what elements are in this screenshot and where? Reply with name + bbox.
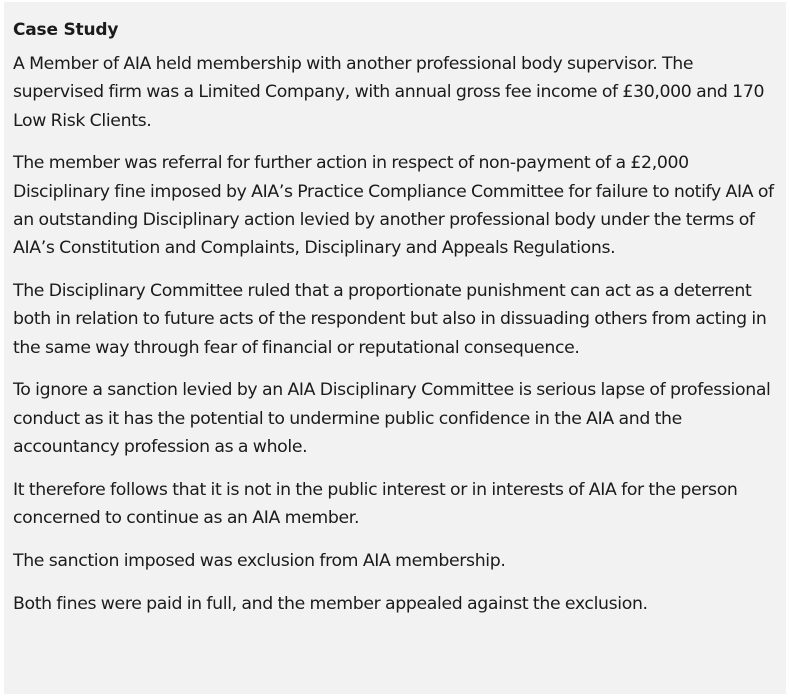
case-paragraph-sanction-imposed: The sanction imposed was exclusion from AIA membership. (13, 550, 506, 571)
case-paragraph-sanction-ignored: To ignore a sanction levied by an AIA Disciplinary Committee is serious lapse of professional conduct as it has the potential to undermine public confidence in the AIA and the accountancy profession as a whole. (13, 380, 771, 458)
case-study-box (4, 2, 786, 694)
case-study-title: Case Study (13, 20, 119, 40)
case-paragraph-public-interest: It therefore follows that it is not in the public interest or in interests of AIA for the person concerned to continue as an AIA member. (13, 479, 738, 529)
case-paragraph-appeal: Both fines were paid in full, and the member appealed against the exclusion. (13, 593, 648, 614)
case-paragraph-membership: A Member of AIA held membership with another professional body supervisor. The supervised firm was a Limited Company, with annual gross fee income of £30,000 and 170 Low Risk Clients. (13, 54, 765, 131)
case-paragraph-committee-ruling: The Disciplinary Committee ruled that a proportionate punishment can act as a deterrent both in relation to future acts of the respondent but also in dissuading others from acting in the same way through fear of financial or reputational consequence. (13, 281, 767, 358)
case-paragraph-referral: The member was referral for further action in respect of non-payment of a £2,000 Disciplinary fine imposed by AIA’s Practice Compliance Committee for failure to notify AIA of an outstanding Disciplinary action levied by another professional body under the terms of AIA’s Constitution and Complaints, Disciplinary and Appeals Regulations. (13, 153, 774, 259)
